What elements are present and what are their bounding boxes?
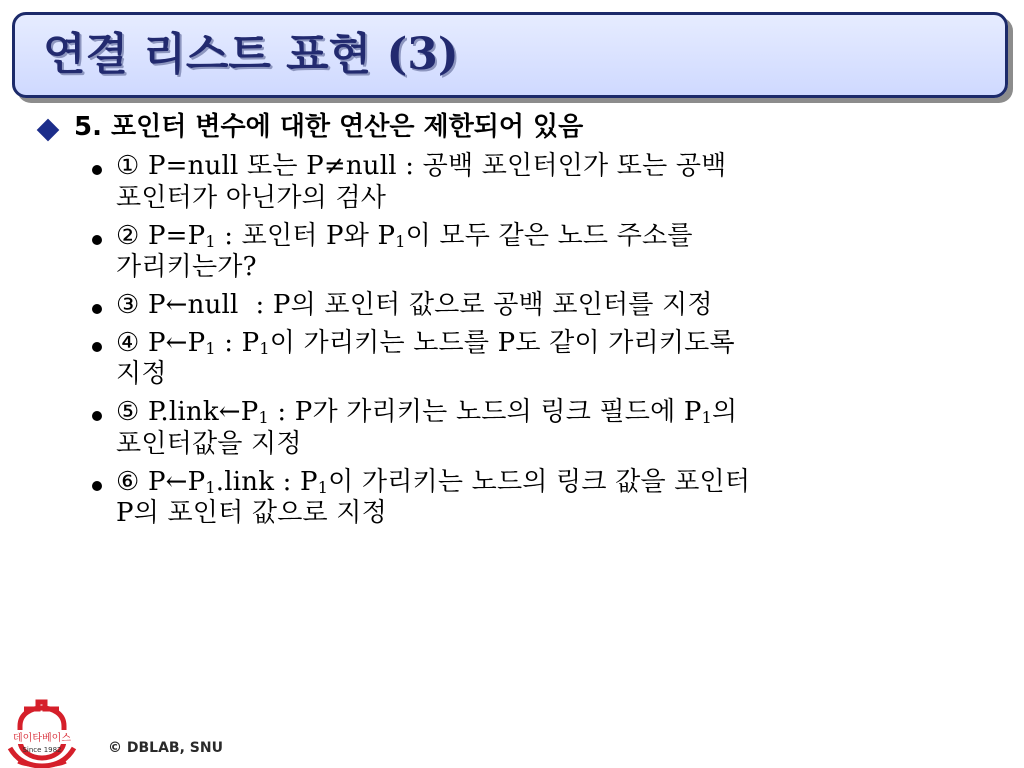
text-run: 이 가리키는 노드를 P도 같이 가리키도록 지정: [116, 327, 735, 390]
subscript: 1: [205, 338, 216, 358]
diamond-bullet-icon: [37, 119, 60, 142]
sub-bullet-item: [92, 397, 912, 460]
sub-bullets: [92, 151, 912, 530]
copyright-text: © DBLAB, SNU: [108, 740, 223, 756]
main-bullet: [40, 110, 980, 145]
subscript: 1: [205, 231, 216, 251]
sub-bullet-item: [92, 221, 912, 284]
text-run: 이 모두 같은 노드 주소를 가리키는가?: [116, 220, 693, 283]
text-run: ⑥ P←P: [116, 466, 206, 497]
subscript: 1: [395, 231, 406, 251]
main-bullet-text: 5. 포인터 변수에 대한 연산은 제한되어 있음: [74, 112, 584, 142]
sub-bullet-text: [116, 151, 727, 214]
text-run: ② P=P: [116, 220, 206, 251]
sub-bullet-item: [92, 290, 912, 322]
text-run: : 포인터 P와 P: [215, 220, 396, 251]
text-run: ⑤ P.link←P: [116, 397, 259, 428]
sub-bullet-item: [92, 151, 912, 214]
sub-bullet-item: [92, 467, 912, 530]
text-run: : P: [215, 327, 260, 358]
text-run: 이 가리키는 노드의 링크 값을 포인터 P의 포인터 값으로 지정: [116, 466, 751, 529]
sub-bullet-text: [116, 397, 737, 460]
dblab-logo-icon: [0, 698, 84, 768]
bullet-dot-icon: [92, 342, 102, 352]
subscript: 1: [259, 338, 270, 358]
sub-bullet-text: [116, 467, 750, 530]
sub-bullet-text: [116, 221, 693, 284]
bullet-dot-icon: [92, 304, 102, 314]
bullet-dot-icon: [92, 481, 102, 491]
text-run: ④ P←P: [116, 327, 206, 358]
bullet-dot-icon: [92, 411, 102, 421]
bullet-dot-icon: [92, 165, 102, 175]
logo-subtext: Since 1982: [22, 746, 62, 754]
sub-bullet-text: [116, 290, 713, 322]
sub-bullet-item: [92, 328, 912, 391]
dblab-logo: [0, 698, 84, 768]
text-run: : P가 가리키는 노드의 링크 필드에 P: [268, 397, 702, 428]
subscript: 1: [317, 477, 329, 497]
subscript: 1: [205, 477, 216, 497]
text-run: ③ P←null : P의 포인터 값으로 공백 포인터를 지정: [116, 289, 713, 320]
text-run: ① P=null 또는 P≠null : 공백 포인터인가 또는 공백 포인터가 아닌가의 검사: [116, 151, 727, 213]
bullet-dot-icon: [92, 235, 102, 245]
sub-bullet-text: [116, 328, 735, 391]
text-run: 의 포인터값을 지정: [116, 397, 738, 459]
slide-title: 연결 리스트 표현 (3): [43, 29, 459, 80]
title-box: [12, 12, 1008, 98]
slide-content: [40, 110, 980, 536]
text-run: .link : P: [215, 466, 318, 497]
subscript: 1: [701, 408, 712, 428]
subscript: 1: [258, 408, 269, 428]
logo-text: 데이타베이스: [13, 733, 71, 744]
